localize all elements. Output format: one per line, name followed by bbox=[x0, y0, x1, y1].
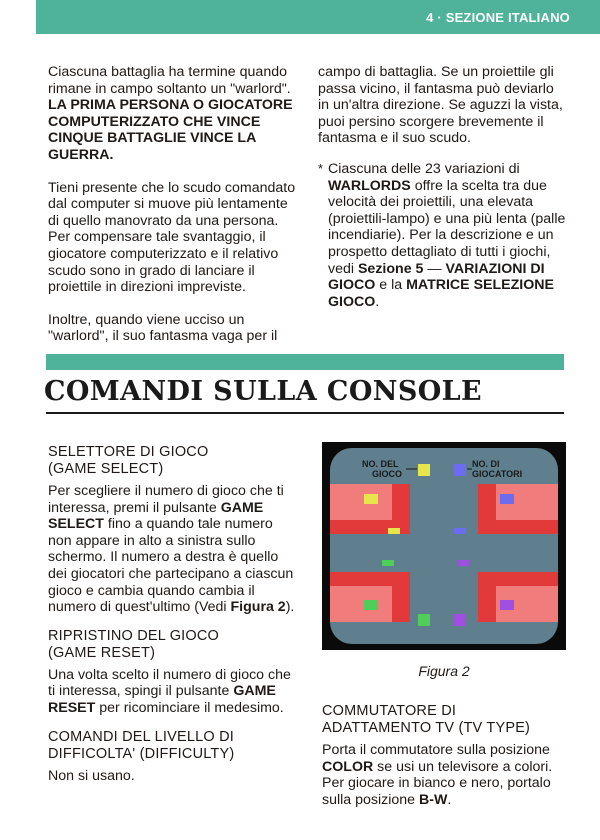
text: fino a quando tale numero non appare in alto a sinistra sullo schermo. Il numero a destra è quello dei giocatori che partecipano a ciascun gioco e cambia quando cambia il numero di quest'ultimo (Vedi bbox=[48, 516, 294, 616]
text: Ciascuna battaglia ha termine quando rimane in campo soltanto un "warlord". bbox=[48, 64, 291, 97]
label-players: NO. DI bbox=[472, 459, 500, 469]
bold-text: WARLORDS bbox=[328, 177, 411, 194]
label-game-number-2: GIOCO bbox=[372, 469, 403, 479]
note-variations bbox=[318, 161, 568, 310]
text: . bbox=[447, 791, 452, 808]
paragraph-battle-end bbox=[48, 64, 296, 164]
text-game-reset bbox=[48, 667, 298, 717]
heading-tv-type: COMMUTATORE DI ADATTAMENTO TV (TV TYPE) bbox=[322, 703, 531, 736]
text: Una volta scelto il numero di gioco che ti interessa, spingi il pulsante bbox=[48, 666, 291, 700]
bold-text: COLOR bbox=[322, 758, 374, 775]
text: — bbox=[423, 260, 446, 277]
header-bar bbox=[36, 0, 600, 34]
title-rule bbox=[46, 412, 564, 414]
heading-difficulty: COMANDI DEL LIVELLO DI DIFFICOLTA' (DIFFICULTY) bbox=[48, 728, 235, 762]
section-divider-bar bbox=[46, 354, 564, 370]
text: e la bbox=[375, 277, 407, 294]
section-label: 4 · SEZIONE ITALIANO bbox=[426, 10, 570, 25]
text: Ciascuna delle 23 variazioni di bbox=[328, 160, 520, 177]
tv-type-block bbox=[322, 703, 572, 820]
label-players-2: GIOCATORI bbox=[472, 469, 523, 479]
section-title: COMANDI SULLA CONSOLE bbox=[44, 376, 483, 407]
text: se usi un televisore a colori. Per giocare in bianco e nero, portalo sulla posizione bbox=[322, 758, 553, 808]
bold-text: MATRICE SELEZIONE GIOCO bbox=[328, 277, 554, 310]
text-game-select bbox=[48, 483, 298, 616]
asterisk: * bbox=[318, 160, 324, 176]
text: per ricominciare il medesimo. bbox=[95, 699, 284, 716]
tv-screen-illustration bbox=[322, 442, 566, 650]
text: ). bbox=[285, 599, 295, 616]
bold-text: B-W bbox=[419, 791, 448, 808]
text: offre la scelta tra due velocità dei proiettili, una elevata (proiettili-lampo) e una più lenta (palle incendiarie). Per la descrizione e un prospetto dettagliato di tutti i giochi, vedi bbox=[328, 177, 566, 277]
bold-text: Figura 2 bbox=[230, 599, 286, 616]
text-difficulty: Non si usano. bbox=[48, 767, 135, 784]
bold-text: Sezione 5 bbox=[357, 260, 424, 277]
figure-2-screen bbox=[322, 442, 566, 650]
text: Porta il commutatore sulla posizione bbox=[322, 742, 550, 758]
bold-text: LA PRIMA PERSONA O GIOCATORE COMPUTERIZZATO CHE VINCE CINQUE BATTAGLIE VINCE LA GUERRA. bbox=[48, 97, 293, 163]
text-tv-type bbox=[322, 742, 572, 808]
text: Per scegliere il numero di gioco che ti interessa, premi il pulsante bbox=[48, 483, 284, 516]
label-game-number: NO. DEL bbox=[362, 459, 399, 469]
console-controls-left bbox=[48, 444, 298, 796]
text: . bbox=[375, 293, 380, 310]
paragraph-ghost-cont: campo di battaglia. Se un proiettile gli passa vicino, il fantasma può deviarlo in un'altra direzione. Se aguzzi la vista, puoi persino scorgere brevemente il fantasma e il suo scudo. bbox=[318, 64, 563, 147]
left-column bbox=[48, 64, 296, 361]
bold-text: GAME SELECT bbox=[48, 499, 264, 533]
figure-caption: Figura 2 bbox=[418, 663, 470, 679]
paragraph-ghost: Inoltre, quando viene ucciso un "warlord", il suo fantasma vaga per il bbox=[48, 311, 278, 345]
paragraph-shield: Tieni presente che lo scudo comandato dal computer si muove più lentamente di quello manovrato da una persona. Per compensare tale svantaggio, il giocatore computerizzato e il relativo scudo sono in grado di lanciare il proiettile in direzioni impreviste. bbox=[48, 179, 296, 296]
bold-text: GAME RESET bbox=[48, 683, 276, 716]
heading-game-select: SELETTORE DI GIOCO (GAME SELECT) bbox=[48, 444, 209, 477]
right-column bbox=[318, 64, 568, 324]
heading-game-reset: RIPRISTINO DEL GIOCO (GAME RESET) bbox=[48, 627, 220, 661]
bold-text: VARIAZIONI DI GIOCO bbox=[328, 260, 545, 294]
